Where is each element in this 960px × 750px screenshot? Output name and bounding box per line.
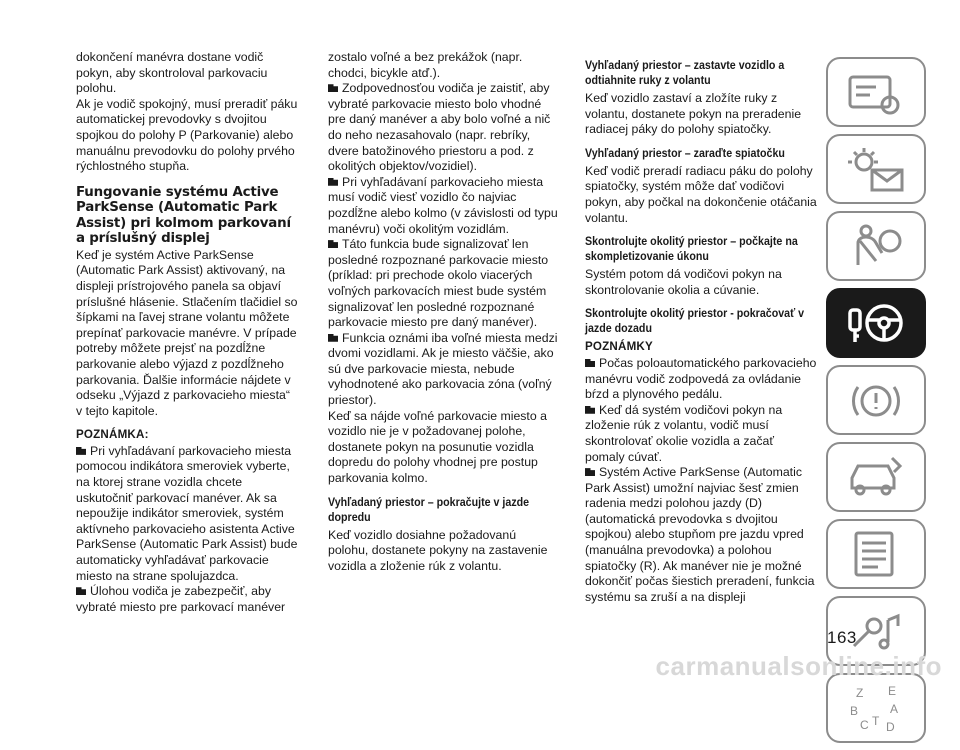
paragraph: Systém potom dá vodičovi pokyn na skontrolovanie okolia a cúvanie. [585,267,782,297]
index-letter: E [888,684,897,698]
step-heading: Skontrolujte okolitý priestor – počkajte na skompletizovanie úkonu [585,235,798,264]
text-column-2 [328,50,558,574]
paragraph: zostalo voľné a bez prekážok (napr. chodci, bicykle atď.). [328,50,523,80]
car-service-icon[interactable] [826,442,926,512]
note-title: POZNÁMKA: [76,428,149,442]
step-heading: Vyhľadaný priestor – zaraďte spiatočku [585,146,785,160]
note-title: POZNÁMKY [585,340,653,354]
section-heading: Fungovanie systému Active ParkSense (Automatic Park Assist) pri kolmom parkovaní a príslušný displej [76,184,291,247]
index-letter: A [890,702,899,716]
index-letter: D [886,720,895,733]
paragraph: Keď vodič preradí radiacu páku do polohy spiatočky, systém môže dať vodičovi pokyn, aby počkal na dokončenie otáčania volantu. [585,163,817,225]
lights-mail-icon[interactable] [826,134,926,204]
note-bullet: Keď dá systém vodičovi pokyn na zloženie rúk z volantu, vodič musí skontrolovať okolie vozidla a začať pomaly cúvať. [585,403,817,465]
note-bullet: Funkcia oznámi iba voľné miesta medzi dvomi vozidlami. Ak je miesto väčšie, ako sú dve parkovacie miesta, nebude vyhodnotené ako parkovacia zóna (voľný priestor). [328,330,558,408]
note-bullet: Zodpovednosťou vodiča je zaistiť, aby vybraté parkovacie miesto bolo vhodné pre daný manéver a aby bolo voľné a nič do neho nezasahovalo (napr. rebríky, dvere batožinového priestoru a pod. z okolitých objektov/vozidiel). [328,81,558,175]
step-heading: Skontrolujte okolitý priestor - pokračovať v jazde dozadu [585,307,805,336]
paragraph: Ak je vodič spokojný, musí preradiť páku automatickej prevodovky s dvojitou spojkou do polohy P (Parkovanie) alebo manuálnu prevodovku do polohy prvého rýchlostného stupňa. [76,96,298,174]
note-bullet: Počas poloautomatického parkovacieho manévru vodič zodpovedá za ovládanie bŕzd a plynového pedálu. [585,355,817,402]
paragraph: Keď vozidlo dosiahne požadovanú polohu, dostanete pokyny na zastavenie vozidla a zloženie rúk z volantu. [328,527,548,573]
index-letters-icon[interactable] [826,673,926,743]
paragraph: dokončení manévra dostane vodič pokyn, aby skontroloval parkovaciu polohu. [76,50,268,96]
note-bullet: Táto funkcia bude signalizovať len posledné rozpoznané parkovacie miesto (príklad: pri prechode okolo viacerých voľných parkovacích miest bude systém signalizovať len posledné rozpoznané parkovacie miesto pre daný manéver). [328,237,558,331]
paragraph: Keď sa nájde voľné parkovacie miesto a vozidlo nie je v požadovanej polohe, dostanete pokyn na posunutie vozidla dopredu do polohy vhodnej pre postup parkovania kolmo. [328,408,547,486]
note-bullet: Systém Active ParkSense (Automatic Park Assist) umožní najviac šesť zmien radenia medzi polohou jazdy (D) (automatická prevodovka s dvojitou spojkou) alebo stupňom pre jazdu vpred (manuálna prevodovka) a polohou spiatočky (R). Ak manéver nie je možné dokončiť počas šiestich preradení, funkcia systému sa zruší a na displeji [585,465,817,605]
paragraph: Keď je systém Active ParkSense (Automatic Park Assist) aktivovaný, na displeji prístrojového panela sa objaví príslušné hlásenie. Stlačením tlačidiel so šípkami na ľavej strane volantu môžete prepínať parkovacie manévre. V prípade potreby môžete prejsť na pozdĺžne parkovanie alebo výjazd z pozdĺžneho parkovania. Ďalšie informácie nájdete v odseku „Výjazd z parkovacieho miesta“ v tejto kapitole. [76,247,298,418]
car-dashboard-icon[interactable] [826,57,926,127]
note-bullet: Pri vyhľadávaní parkovacieho miesta pomocou indikátora smeroviek vyberte, na ktorej strane vozidla chcete uskutočniť parkovací manéver. Ak sa nepoužije indikátor smeroviek, systém aktívneho parkovacieho asistenta Active ParkSense (Automatic Park Assist) bude automaticky vyhľadávať parkovacie miesto na strane spolujazdca. [76,443,298,583]
index-letter: B [850,704,859,718]
paragraph: Keď vozidlo zastaví a zložíte ruky z volantu, dostanete pokyn na preradenie radiacej páky do polohy spiatočky. [585,91,802,137]
warning-light-icon[interactable] [826,365,926,435]
note-bullet: Pri vyhľadávaní parkovacieho miesta musí vodič viesť vozidlo čo najviac pozdĺžne alebo kolmo (v závislosti od typu manévru) voči okolitým vozidlám. [328,174,558,236]
step-heading: Vyhľadaný priestor – zastavte vozidlo a odtiahnite ruky z volantu [585,59,785,87]
watermark-text[interactable]: carmanualsonline.info [655,651,942,681]
checklist-icon[interactable] [826,519,926,589]
page-number: 163 [827,628,857,647]
note-bullet: Úlohou vodiča je zabezpečiť, aby vybraté miesto pre parkovací manéver [76,584,298,615]
index-letter: C [860,718,869,732]
footer-watermark [0,650,960,683]
text-column-3 [585,58,817,605]
index-letter: T [872,714,880,728]
seatbelt-airbag-icon[interactable] [826,211,926,281]
index-letter: Z [856,686,864,700]
step-heading: Vyhľadaný priestor – pokračujte v jazde dopredu [328,495,530,524]
text-column-1 [76,50,298,615]
key-steering-wheel-icon[interactable] [826,288,926,358]
